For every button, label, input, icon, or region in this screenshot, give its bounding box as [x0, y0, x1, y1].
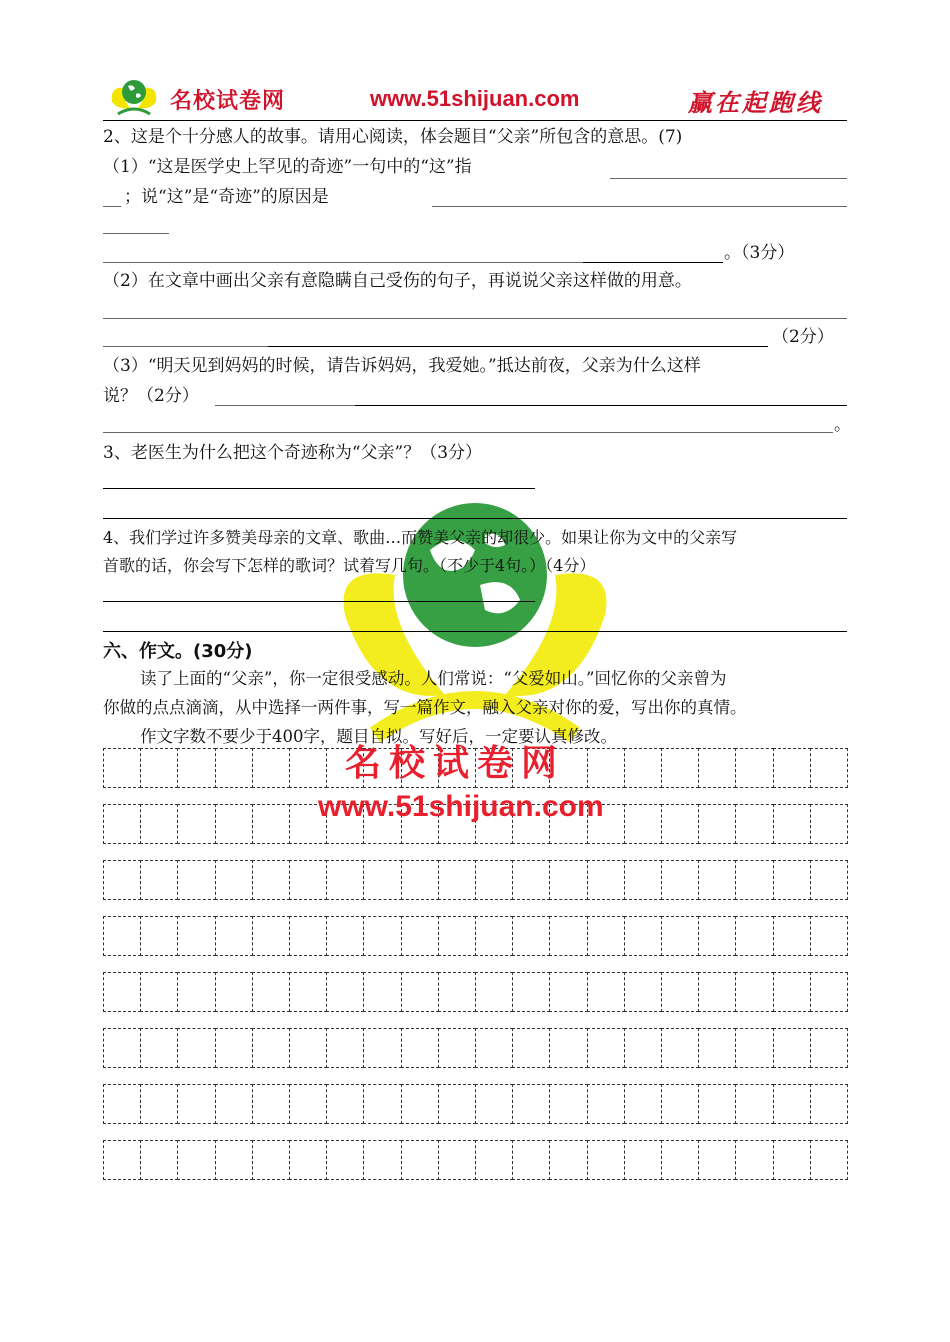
grid-cell[interactable] — [773, 1028, 811, 1068]
grid-cell[interactable] — [438, 1140, 476, 1180]
grid-cell[interactable] — [698, 1140, 736, 1180]
grid-cell[interactable] — [512, 972, 550, 1012]
grid-cell[interactable] — [624, 972, 662, 1012]
grid-cell[interactable] — [810, 916, 848, 956]
grid-cell[interactable] — [326, 972, 364, 1012]
composition-para1: 读了上面的“父亲”，你一定很受感动。人们常说：“父爱如山。”回忆你的父亲曾为 — [140, 669, 727, 688]
grid-cell[interactable] — [326, 860, 364, 900]
grid-cell[interactable] — [549, 1140, 587, 1180]
grid-cell[interactable] — [252, 972, 290, 1012]
q2-1-line2: ；说“这”是“奇迹”的原因是 — [124, 187, 329, 207]
answer-line[interactable] — [432, 206, 847, 207]
grid-cell[interactable] — [215, 1140, 253, 1180]
grid-cell[interactable] — [363, 860, 401, 900]
grid-cell[interactable] — [438, 972, 476, 1012]
grid-row — [103, 1084, 847, 1126]
grid-cell[interactable] — [624, 1084, 662, 1124]
q2-1-line1: （1）“这是医学史上罕见的奇迹”一句中的“这”指 — [103, 157, 472, 177]
grid-cell[interactable] — [438, 1028, 476, 1068]
header-slogan: 赢在起跑线 — [688, 88, 823, 117]
grid-cell[interactable] — [140, 804, 178, 844]
grid-cell[interactable] — [698, 804, 736, 844]
grid-cell[interactable] — [363, 1028, 401, 1068]
grid-cell[interactable] — [289, 916, 327, 956]
grid-row — [103, 1028, 847, 1070]
grid-cell[interactable] — [215, 972, 253, 1012]
answer-line[interactable] — [103, 233, 169, 234]
logo-text: 名校试卷网 — [170, 89, 286, 114]
grid-cell[interactable] — [549, 972, 587, 1012]
grid-cell[interactable] — [140, 1084, 178, 1124]
composition-para3: 作文字数不要少于400字，题目自拟。写好后，一定要认真修改。 — [140, 727, 617, 746]
answer-line[interactable] — [610, 178, 847, 179]
grid-cell[interactable] — [326, 916, 364, 956]
grid-cell[interactable] — [624, 860, 662, 900]
grid-cell[interactable] — [177, 916, 215, 956]
grid-cell[interactable] — [289, 1028, 327, 1068]
grid-cell[interactable] — [587, 1084, 625, 1124]
grid-cell[interactable] — [549, 1028, 587, 1068]
q3-text: 3、老医生为什么把这个奇迹称为“父亲”？（3分） — [103, 443, 483, 463]
grid-cell[interactable] — [512, 860, 550, 900]
grid-cell[interactable] — [810, 1028, 848, 1068]
answer-line[interactable] — [103, 318, 847, 319]
answer-line[interactable] — [268, 346, 768, 347]
grid-cell[interactable] — [735, 804, 773, 844]
grid-cell[interactable] — [810, 1140, 848, 1180]
grid-cell[interactable] — [587, 748, 625, 788]
grid-cell[interactable] — [735, 860, 773, 900]
grid-cell[interactable] — [363, 916, 401, 956]
grid-cell[interactable] — [252, 748, 290, 788]
grid-cell[interactable] — [810, 860, 848, 900]
grid-cell[interactable] — [475, 860, 513, 900]
grid-cell[interactable] — [438, 916, 476, 956]
grid-cell[interactable] — [363, 972, 401, 1012]
answer-line[interactable] — [103, 488, 535, 489]
grid-row — [103, 860, 847, 902]
grid-cell[interactable] — [177, 1028, 215, 1068]
grid-cell[interactable] — [177, 804, 215, 844]
grid-cell[interactable] — [103, 972, 141, 1012]
grid-cell[interactable] — [215, 804, 253, 844]
grid-cell[interactable] — [661, 1028, 699, 1068]
composition-para2: 你做的点点滴滴，从中选择一两件事，写一篇作文，融入父亲对你的爱，写出你的真情。 — [103, 698, 747, 717]
grid-cell[interactable] — [177, 1084, 215, 1124]
grid-cell[interactable] — [587, 860, 625, 900]
grid-cell[interactable] — [587, 1028, 625, 1068]
grid-cell[interactable] — [103, 916, 141, 956]
logo-globe-icon — [108, 74, 160, 118]
grid-cell[interactable] — [103, 1140, 141, 1180]
grid-cell[interactable] — [661, 1140, 699, 1180]
grid-cell[interactable] — [512, 1140, 550, 1180]
grid-cell[interactable] — [363, 1140, 401, 1180]
grid-cell[interactable] — [401, 1028, 439, 1068]
grid-cell[interactable] — [549, 1084, 587, 1124]
grid-cell[interactable] — [624, 1028, 662, 1068]
grid-cell[interactable] — [587, 916, 625, 956]
answer-line[interactable] — [103, 206, 121, 207]
grid-cell[interactable] — [140, 860, 178, 900]
answer-line[interactable] — [103, 601, 535, 602]
q4-line2: 首歌的话，你会写下怎样的歌词？试着写几句。（不少于4句。）（4分） — [103, 556, 596, 575]
grid-cell[interactable] — [326, 1028, 364, 1068]
watermark-url: www.51shijuan.com — [318, 790, 604, 823]
grid-cell[interactable] — [512, 1028, 550, 1068]
grid-cell[interactable] — [326, 1084, 364, 1124]
grid-cell[interactable] — [810, 804, 848, 844]
watermark-text: 名校试卷网 — [345, 742, 566, 784]
grid-cell[interactable] — [735, 1140, 773, 1180]
grid-row — [103, 1140, 847, 1182]
grid-cell[interactable] — [661, 804, 699, 844]
grid-cell[interactable] — [735, 972, 773, 1012]
grid-cell[interactable] — [401, 1084, 439, 1124]
q2-3-end: 。 — [834, 415, 851, 435]
grid-cell[interactable] — [587, 972, 625, 1012]
grid-cell[interactable] — [289, 1140, 327, 1180]
grid-cell[interactable] — [810, 748, 848, 788]
grid-cell[interactable] — [773, 804, 811, 844]
grid-cell[interactable] — [587, 1140, 625, 1180]
grid-cell[interactable] — [252, 804, 290, 844]
grid-cell[interactable] — [810, 972, 848, 1012]
grid-cell[interactable] — [401, 860, 439, 900]
grid-cell[interactable] — [624, 1140, 662, 1180]
grid-cell[interactable] — [215, 1084, 253, 1124]
grid-row — [103, 916, 847, 958]
grid-cell[interactable] — [103, 1028, 141, 1068]
grid-cell[interactable] — [773, 916, 811, 956]
grid-cell[interactable] — [177, 1140, 215, 1180]
grid-cell[interactable] — [252, 916, 290, 956]
q2-3-line1: （3）“明天见到妈妈的时候，请告诉妈妈，我爱她。”抵达前夜，父亲为什么这样 — [103, 356, 701, 376]
q2-2-score: （2分） — [772, 327, 834, 347]
grid-cell[interactable] — [773, 1140, 811, 1180]
grid-cell[interactable] — [661, 860, 699, 900]
grid-cell[interactable] — [773, 972, 811, 1012]
grid-cell[interactable] — [698, 916, 736, 956]
grid-cell[interactable] — [549, 916, 587, 956]
grid-cell[interactable] — [289, 972, 327, 1012]
composition-heading: 六、作文。(30分) — [103, 641, 253, 662]
grid-cell[interactable] — [735, 748, 773, 788]
grid-cell[interactable] — [438, 860, 476, 900]
q2-title: 2、这是个十分感人的故事。请用心阅读，体会题目“父亲”所包含的意思。(7) — [103, 127, 683, 147]
answer-line[interactable] — [103, 432, 833, 433]
q2-3-line2: 说？（2分） — [103, 386, 199, 406]
grid-cell[interactable] — [475, 1140, 513, 1180]
grid-cell[interactable] — [140, 972, 178, 1012]
grid-cell[interactable] — [177, 972, 215, 1012]
grid-cell[interactable] — [698, 1028, 736, 1068]
q2-2-line1: （2）在文章中画出父亲有意隐瞒自己受伤的句子，再说说父亲这样做的用意。 — [103, 271, 692, 291]
grid-cell[interactable] — [475, 1028, 513, 1068]
grid-cell[interactable] — [512, 916, 550, 956]
header-url: www.51shijuan.com — [370, 86, 580, 111]
grid-cell[interactable] — [810, 1084, 848, 1124]
header-divider — [103, 120, 847, 121]
grid-cell[interactable] — [773, 860, 811, 900]
q2-1-score: 。（3分） — [724, 243, 795, 263]
grid-cell[interactable] — [326, 1140, 364, 1180]
grid-cell[interactable] — [215, 1028, 253, 1068]
grid-cell[interactable] — [475, 1084, 513, 1124]
grid-cell[interactable] — [252, 1084, 290, 1124]
answer-line[interactable] — [103, 518, 847, 519]
grid-cell[interactable] — [698, 748, 736, 788]
grid-cell[interactable] — [475, 972, 513, 1012]
grid-cell[interactable] — [140, 748, 178, 788]
grid-cell[interactable] — [624, 916, 662, 956]
answer-line[interactable] — [583, 262, 723, 263]
grid-cell[interactable] — [735, 1084, 773, 1124]
grid-cell[interactable] — [661, 916, 699, 956]
grid-cell[interactable] — [698, 972, 736, 1012]
grid-cell[interactable] — [475, 916, 513, 956]
grid-cell[interactable] — [289, 1084, 327, 1124]
grid-cell[interactable] — [624, 748, 662, 788]
grid-cell[interactable] — [215, 748, 253, 788]
grid-cell[interactable] — [103, 860, 141, 900]
grid-row — [103, 972, 847, 1014]
grid-cell[interactable] — [661, 748, 699, 788]
answer-line[interactable] — [103, 631, 847, 632]
answer-line[interactable] — [355, 405, 847, 406]
grid-cell[interactable] — [103, 1084, 141, 1124]
grid-cell[interactable] — [103, 748, 141, 788]
grid-cell[interactable] — [512, 1084, 550, 1124]
grid-cell[interactable] — [661, 972, 699, 1012]
grid-cell[interactable] — [401, 972, 439, 1012]
grid-cell[interactable] — [177, 748, 215, 788]
grid-cell[interactable] — [698, 1084, 736, 1124]
grid-cell[interactable] — [401, 916, 439, 956]
grid-cell[interactable] — [289, 748, 327, 788]
grid-cell[interactable] — [773, 1084, 811, 1124]
grid-cell[interactable] — [773, 748, 811, 788]
grid-cell[interactable] — [549, 860, 587, 900]
grid-cell[interactable] — [624, 804, 662, 844]
grid-cell[interactable] — [735, 916, 773, 956]
grid-cell[interactable] — [177, 860, 215, 900]
grid-cell[interactable] — [698, 860, 736, 900]
grid-cell[interactable] — [252, 1140, 290, 1180]
grid-cell[interactable] — [363, 1084, 401, 1124]
grid-cell[interactable] — [438, 1084, 476, 1124]
grid-cell[interactable] — [215, 916, 253, 956]
grid-cell[interactable] — [140, 1028, 178, 1068]
grid-cell[interactable] — [215, 860, 253, 900]
grid-cell[interactable] — [140, 1140, 178, 1180]
grid-cell[interactable] — [735, 1028, 773, 1068]
grid-cell[interactable] — [401, 1140, 439, 1180]
grid-cell[interactable] — [103, 804, 141, 844]
q4-line1: 4、我们学过许多赞美母亲的文章、歌曲…而赞美父亲的却很少。如果让你为文中的父亲写 — [103, 528, 738, 547]
grid-cell[interactable] — [289, 860, 327, 900]
grid-cell[interactable] — [140, 916, 178, 956]
grid-cell[interactable] — [252, 860, 290, 900]
grid-cell[interactable] — [661, 1084, 699, 1124]
grid-cell[interactable] — [252, 1028, 290, 1068]
